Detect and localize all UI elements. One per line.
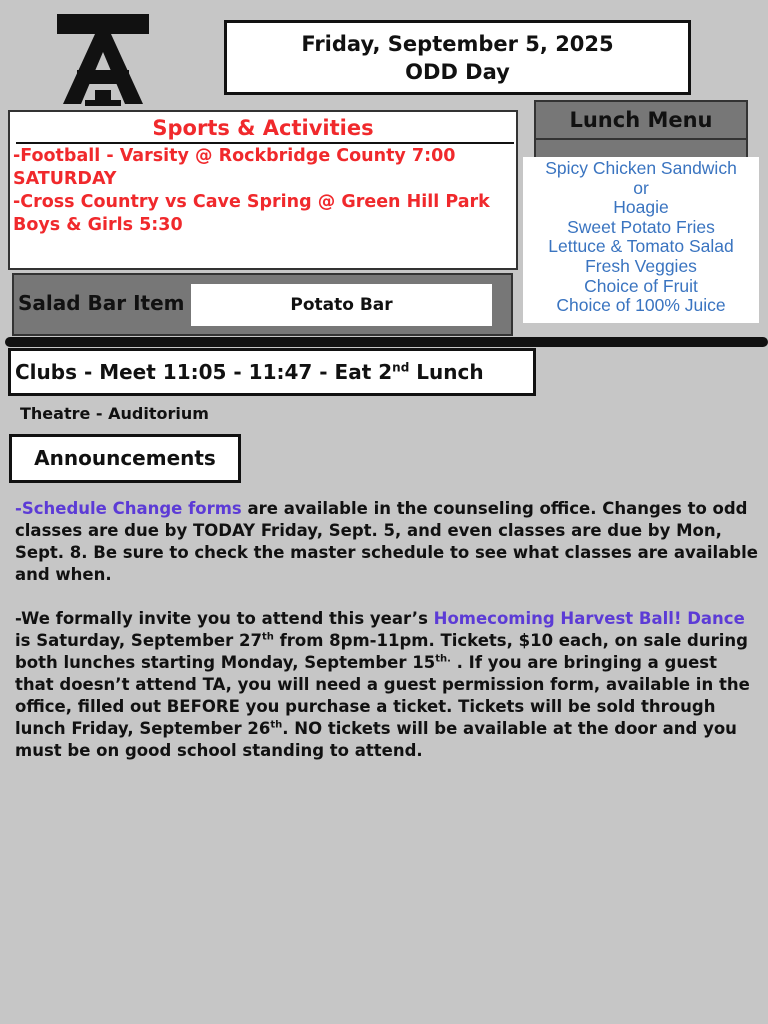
announcements-title: Announcements [9,434,241,483]
announcement-dash: - [15,499,22,518]
announcements-body [15,498,760,784]
clubs-text: Clubs - Meet 11:05 - 11:47 - Eat 2 [15,360,393,384]
announcement-item [15,608,760,762]
announcement-highlight: Schedule Change forms [21,499,242,518]
sports-list [13,145,512,237]
section-divider [5,337,768,347]
lunch-menu-title: Lunch Menu [534,100,748,140]
clubs-suffix: Lunch [409,360,484,384]
lunch-menu-list [523,157,759,323]
ta-logo-icon [55,12,151,108]
sports-divider [16,142,514,144]
lunch-item: Choice of 100% Juice [556,295,726,316]
announcement-text: are available in the counseling office. Changes to odd classes are due by TODAY Friday, Sept. 5, and even classes are due by Mon, Sept. 8. Be sure to check the master schedule to see what classes are available and when. [15,499,758,584]
sports-activities-panel [8,110,518,270]
salad-bar-value: Potato Bar [191,284,492,326]
lunch-item: Lettuce & Tomato Salad [548,236,734,257]
lunch-item: Choice of Fruit [584,275,698,296]
sports-title: Sports & Activities [152,116,374,140]
announcement-text: . If you are bringing a guest that doesn’t attend TA, you will need a guest permission form, available in the office, filled out BEFORE you purchase a ticket. Tickets will be sold through lunch Friday, September 26 [15,653,750,738]
announcement-item [15,498,760,586]
announcement-text: is Saturday, September 27 [15,631,262,650]
salad-bar-label: Salad Bar Item [18,291,185,315]
announcement-sup: th. [435,653,451,665]
announcement-text: -We formally invite you to attend this year’s [15,609,434,628]
lunch-item: Sweet Potato Fries [567,216,715,237]
announcement-sup: th [261,631,274,643]
day-type: ODD Day [405,59,510,84]
clubs-banner [8,348,536,396]
lunch-item: or [633,177,649,198]
announcement-text: from 8pm-11pm. Tickets, $10 each, on sale during both lunches starting Monday, September 15 [15,631,748,672]
date-banner [224,20,691,95]
announcement-sup: th [270,719,283,731]
salad-bar-panel [12,273,513,336]
announcement-highlight: Homecoming Harvest Ball! Dance [433,609,745,628]
lunch-item: Spicy Chicken Sandwich [545,158,737,178]
sports-item: -Cross Country vs Cave Spring @ Green Hill Park Boys & Girls 5:30 [13,192,490,235]
lunch-item: Fresh Veggies [585,255,697,276]
club-location: Theatre - Auditorium [20,404,209,423]
announcement-text: . NO tickets will be available at the door and you must be on good school standing to attend. [15,719,737,760]
sports-item: -Football - Varsity @ Rockbridge County 7:00 SATURDAY [13,146,456,189]
clubs-ordinal: nd [392,360,410,375]
lunch-menu-header-bar [534,140,748,158]
date-text: Friday, September 5, 2025 [301,31,614,56]
lunch-item: Hoagie [613,197,669,218]
